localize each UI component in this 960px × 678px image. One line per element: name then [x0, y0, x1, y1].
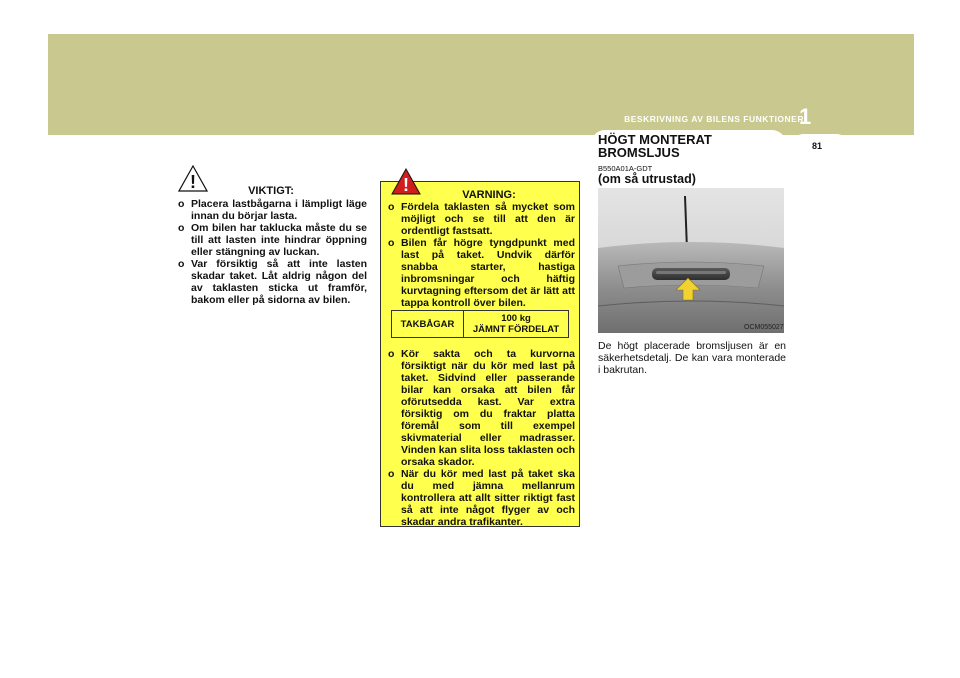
varning-title: VARNING:	[462, 189, 516, 201]
viktigt-title: VIKTIGT:	[248, 185, 294, 197]
page-heading: HÖGT MONTERAT BROMSLJUS	[598, 132, 712, 160]
photo-code: OCM055027	[744, 324, 784, 331]
roof-load-distribution: JÄMNT FÖRDELAT	[472, 324, 560, 335]
roof-load-value	[464, 311, 568, 339]
warning-triangle-icon	[178, 165, 208, 192]
reference-code: B550A01A-GDT	[598, 164, 653, 173]
varning-list-first	[385, 201, 575, 309]
section-title: BESKRIVNING AV BILENS FUNKTIONER	[624, 114, 804, 124]
list-item: o Var försiktig så att inte lasten skadar taket. Låt aldrig någon del av taklasten sticka ut framför, bakom eller på sidorna av bilen.	[175, 258, 367, 306]
roof-load-weight: 100 kg	[501, 313, 531, 324]
svg-text:!: !	[403, 175, 409, 195]
varning-notice	[380, 175, 580, 528]
subheading: (om så utrustad)	[598, 172, 696, 186]
varning-list-second	[385, 348, 575, 528]
roof-rack-label: TAKBÅGAR	[392, 311, 464, 337]
brake-light-photo	[598, 188, 784, 333]
list-item: o Bilen får högre tyngdpunkt med last på taket. Undvik därför snabba starter, hastiga inbromsningar och häftig kurvtagning eftersom det är lätt att tappa kontroll över bilen.	[385, 237, 575, 309]
roof-load-table	[391, 310, 569, 338]
list-item: o När du kör med last på taket ska du med jämna mellanrum kontrollera att allt sitter riktigt fast så att inte något flyger av och skadar andra trafikanter.	[385, 468, 575, 528]
page-number: 81	[812, 141, 823, 151]
section-number: 1	[799, 104, 812, 129]
list-item: o Placera lastbågarna i lämpligt läge innan du börjar lasta.	[175, 198, 367, 222]
list-item: o Om bilen har taklucka måste du se till att lasten inte hindrar öppning eller stängning av luckan.	[175, 222, 367, 258]
svg-text:!: !	[190, 172, 196, 192]
list-item: o Kör sakta och ta kurvorna försiktigt när du kör med last på taket. Sidvind eller passerande bilar kan orsaka att bilen får oförutsedda kast. Var extra försiktig om du fraktar platta föremål som till exempel skivmaterial eller madrasser. Vinden kan slita loss taklasten och orsaka skador.	[385, 348, 575, 468]
list-item: o Fördela taklasten så mycket som möjligt och se till att den är ordentligt fastsatt.	[385, 201, 575, 237]
viktigt-list	[175, 198, 367, 306]
photo-caption: De högt placerade bromsljusen är en säkerhetsdetalj. De kan vara monterade i bakrutan.	[598, 340, 786, 376]
warning-triangle-icon	[391, 168, 421, 195]
